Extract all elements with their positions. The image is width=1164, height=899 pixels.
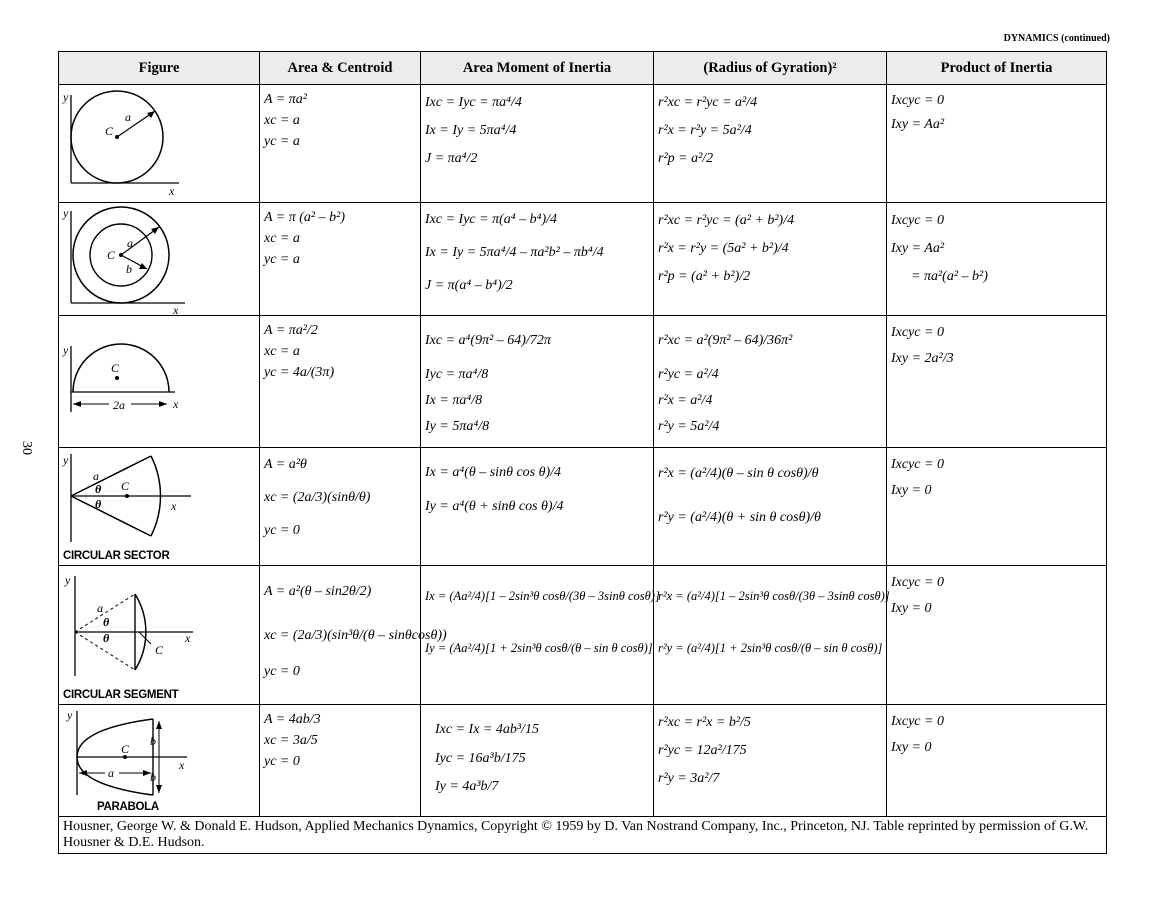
- table-header-row: [59, 52, 1107, 85]
- svg-text:a: a: [93, 469, 99, 483]
- gyration-cell: r²xc = r²x = b²/5 r²yc = 12a²/175 r²y = 3a²/7: [654, 705, 887, 817]
- y-axis-label: y: [63, 90, 69, 104]
- svg-text:θ: θ: [103, 615, 110, 629]
- circular-segment-figure: [59, 566, 259, 684]
- figure-cell: [59, 85, 260, 203]
- product-cell: Ixcyc = 0 Ixy = Aa²: [887, 85, 1107, 203]
- svg-text:C: C: [107, 248, 116, 262]
- product-cell: Ixcyc = 0 Ixy = 0: [887, 566, 1107, 705]
- product-cell: Ixcyc = 0 Ixy = Aa² = πa²(a² – b²): [887, 203, 1107, 316]
- svg-text:b: b: [150, 734, 156, 748]
- figure-cell: [59, 203, 260, 316]
- centroid-label: C: [105, 124, 114, 138]
- figure-label: CIRCULAR SECTOR: [63, 550, 170, 562]
- centroid-cell: A = π (a² – b²) xc = a yc = a: [260, 203, 421, 316]
- moment-cell: Ixc = Iyc = πa⁴/4 Ix = Iy = 5πa⁴/4 J = πa⁴/2: [421, 85, 654, 203]
- svg-text:x: x: [171, 499, 177, 513]
- circular-sector-figure: [59, 448, 259, 548]
- table-row: [59, 566, 1107, 705]
- figure-cell: [59, 705, 260, 817]
- svg-text:y: y: [67, 708, 73, 722]
- table-row: [59, 203, 1107, 316]
- moment-cell: Ix = a⁴(θ – sinθ cos θ)/4 Iy = a⁴(θ + sinθ cos θ)/4: [421, 448, 654, 566]
- moment-cell: Ixc = Iyc = π(a⁴ – b⁴)/4 Ix = Iy = 5πa⁴/4 – πa²b² – πb⁴/4 J = π(a⁴ – b⁴)/2: [421, 203, 654, 316]
- centroid-cell: A = πa²/2 xc = a yc = 4a/(3π): [260, 316, 421, 448]
- svg-text:a: a: [97, 601, 103, 615]
- svg-text:y: y: [63, 453, 69, 467]
- product-cell: Ixcyc = 0 Ixy = 0: [887, 448, 1107, 566]
- svg-text:x: x: [173, 397, 179, 411]
- product-cell: Ixcyc = 0 Ixy = 0: [887, 705, 1107, 817]
- footnote-row: [59, 817, 1107, 854]
- figure-label: PARABOLA: [97, 801, 159, 813]
- svg-text:C: C: [121, 479, 130, 493]
- table-row: [59, 85, 1107, 203]
- gyration-cell: r²x = (a²/4)(θ – sin θ cosθ)/θ r²y = (a²/4)(θ + sin θ cosθ)/θ: [654, 448, 887, 566]
- svg-text:x: x: [173, 303, 179, 315]
- semicircle-figure: [59, 316, 259, 447]
- svg-text:a: a: [127, 236, 133, 250]
- centroid-cell: A = 4ab/3 xc = 3a/5 yc = 0: [260, 705, 421, 817]
- figure-cell: [59, 448, 260, 566]
- centroid-cell: A = a²θ xc = (2a/3)(sinθ/θ) yc = 0: [260, 448, 421, 566]
- figure-cell: [59, 316, 260, 448]
- table-row: [59, 448, 1107, 566]
- figure-label: CIRCULAR SEGMENT: [63, 689, 179, 701]
- table-row: [59, 705, 1107, 817]
- column-header-centroid: Area & Centroid: [260, 52, 421, 85]
- column-header-product: Product of Inertia: [887, 52, 1107, 85]
- centroid-cell: A = a²(θ – sin2θ/2) xc = (2a/3)(sin³θ/(θ – sinθcosθ)) yc = 0: [260, 566, 421, 705]
- column-header-moment: Area Moment of Inertia: [421, 52, 654, 85]
- svg-text:C: C: [121, 742, 130, 756]
- svg-text:2a: 2a: [113, 398, 125, 412]
- gyration-cell: r²xc = r²yc = a²/4 r²x = r²y = 5a²/4 r²p = a²/2: [654, 85, 887, 203]
- footnote: Housner, George W. & Donald E. Hudson, Applied Mechanics Dynamics, Copyright © 1959 by D. Van Nostrand Company, Inc., Princeton, NJ. Table reprinted by permission of G.W. Housner & D.E. Hudson.: [59, 817, 1107, 854]
- svg-text:y: y: [63, 206, 69, 220]
- column-header-figure: Figure: [59, 52, 260, 85]
- svg-text:y: y: [63, 343, 69, 357]
- moment-cell: Ixc = a⁴(9π² – 64)/72π Iyc = πa⁴/8 Ix = πa⁴/8 Iy = 5πa⁴/8: [421, 316, 654, 448]
- page-header: DYNAMICS (continued): [1003, 33, 1110, 44]
- svg-text:b: b: [126, 262, 132, 276]
- radius-label: a: [125, 110, 131, 124]
- gyration-cell: r²xc = r²yc = (a² + b²)/4 r²x = r²y = (5a² + b²)/4 r²p = (a² + b²)/2: [654, 203, 887, 316]
- svg-text:x: x: [185, 631, 191, 645]
- gyration-cell: r²xc = a²(9π² – 64)/36π² r²yc = a²/4 r²x = a²/4 r²y = 5a²/4: [654, 316, 887, 448]
- parabola-figure: [59, 705, 259, 801]
- figure-cell: [59, 566, 260, 705]
- gyration-cell: r²x = (a²/4)[1 – 2sin³θ cosθ/(3θ – 3sinθ cosθ)] r²y = (a²/4)[1 + 2sin³θ cosθ/(θ – sin θ cosθ)]: [654, 566, 887, 705]
- x-axis-label: x: [169, 184, 175, 198]
- svg-text:C: C: [155, 643, 164, 657]
- svg-text:x: x: [179, 758, 185, 772]
- column-header-gyration: (Radius of Gyration)²: [654, 52, 887, 85]
- svg-text:a: a: [108, 766, 114, 780]
- circle-figure: [59, 85, 259, 202]
- annulus-figure: [59, 203, 259, 315]
- svg-text:y: y: [65, 573, 71, 587]
- svg-text:θ: θ: [95, 497, 102, 511]
- svg-text:b: b: [150, 770, 156, 784]
- moment-cell: Ix = (Aa²/4)[1 – 2sin³θ cosθ/(3θ – 3sinθ cosθ)] Iy = (Aa²/4)[1 + 2sin³θ cosθ/(θ – sin θ cosθ)]: [421, 566, 654, 705]
- svg-text:C: C: [111, 361, 120, 375]
- table-row: [59, 316, 1107, 448]
- moment-cell: Ixc = Ix = 4ab³/15 Iyc = 16a³b/175 Iy = 4a³b/7: [421, 705, 654, 817]
- product-cell: Ixcyc = 0 Ixy = 2a²/3: [887, 316, 1107, 448]
- page-number: 30: [19, 441, 34, 455]
- svg-text:θ: θ: [103, 631, 110, 645]
- svg-text:θ: θ: [95, 482, 102, 496]
- properties-table: [58, 51, 1107, 854]
- centroid-cell: A = πa² xc = a yc = a: [260, 85, 421, 203]
